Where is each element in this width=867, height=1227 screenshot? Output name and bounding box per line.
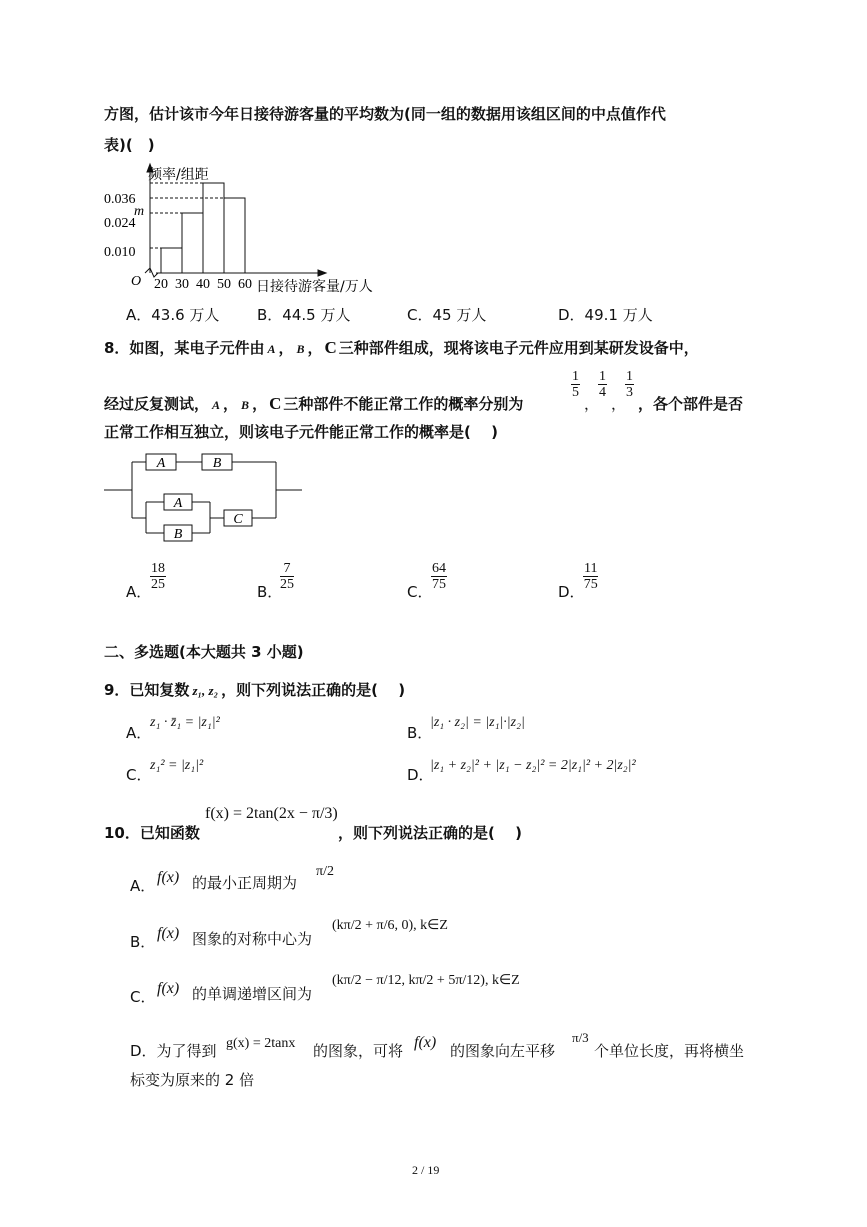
q10-option-b-text: 图象的对称中心为 [192,930,313,948]
q10-option-c-fx: f(x) [157,980,180,997]
q8-line1-end: 三种部件组成，现将该电子元件应用到某研发设备中， [338,339,699,357]
q8-option-b-letter[interactable]: B． [257,583,283,601]
q9-vars: z₁, z₂ [192,683,219,698]
q10-option-a-fx: f(x) [157,869,180,886]
x-axis-arrow [318,270,326,276]
histogram-bar-30-40 [182,213,203,273]
q10-option-a-text: 的最小正周期为 [192,874,298,892]
q10-option-d-line2: 标变为原来的 2 倍 [130,1071,255,1089]
q10-option-d-d: 个单位长度，再将横坐 [594,1042,745,1060]
q8-prob-c: $\frac{1}{3}$ [626,369,633,400]
circuit-label-mid-a: A [173,496,183,511]
ytick-0024: 0.024 [104,216,136,231]
histogram-bar-50-60 [224,198,245,273]
q9-option-a-expr[interactable]: z₁ · z̄₁ = |z₁|² [150,715,220,730]
page-number: 2 / 19 [412,1163,440,1177]
q10-stem-end: ，则下列说法正确的是( ) [338,824,522,842]
q8-line1: 8．如图，某电子元件由 A ， B ， C 三种部件组成，现将该电子元件应用到某研发设备中， [104,338,699,357]
origin-label: O [131,274,142,289]
q10-option-b-label[interactable]: B． [130,933,156,951]
q10-option-d-b: 的图象，可将 [313,1042,404,1060]
frequency-histogram [100,160,400,300]
q8-line2-mid: 三种部件不能正常工作的概率分别为 [283,395,524,413]
q8-line1-start: 8．如图，某电子元件由 [104,339,265,357]
q8-option-c-frac[interactable]: $\frac{64}{75}$ [432,561,446,592]
section-heading: 二、多选题(本大题共 3 小题) [104,643,304,661]
q10-stem-start: 10．已知函数 [104,824,200,842]
q8-comma-2: ， [611,395,627,413]
q8-var-c: C [324,338,337,357]
q9-option-b-expr[interactable]: |z₁ · z₂| = |z₁|·|z₂| [430,715,525,730]
q8-line2-start: 经过反复测试， [104,395,210,413]
circuit-label-top-b: B [212,456,222,471]
q10-option-c-label[interactable]: C． [130,988,156,1006]
xtick-60: 60 [238,277,252,292]
xtick-50: 50 [217,277,231,292]
q10-option-d-g: g(x) = 2tanx [226,1036,296,1051]
q8-line2: 经过反复测试， A ， B ， C 三种部件不能正常工作的概率分别为 [104,394,524,413]
q8-prob-a: $\frac{1}{5}$ [572,369,579,400]
ytick-0036: 0.036 [104,192,136,207]
q9-option-a-label[interactable]: A． [126,724,152,742]
q9-option-d-expr[interactable]: |z₁ + z₂|² + |z₁ − z₂|² = 2|z₁|² + 2|z₂|² [430,758,636,773]
q10-option-c-text: 的单调递增区间为 [192,985,313,1003]
q10-option-a-value: π/2 [316,864,334,879]
q9-option-c-label[interactable]: C． [126,766,152,784]
ytick-m: m [134,204,145,219]
q8-prob-b: $\frac{1}{4}$ [599,369,606,400]
q9-option-c-expr[interactable]: z₁² = |z₁|² [150,758,204,773]
y-axis-label: 频率/组距 [148,167,209,183]
circuit-label-mid-b: B [173,527,183,542]
q9-stem-end: ，则下列说法正确的是( ) [221,681,406,699]
q8-var-c2: C [269,394,282,413]
q7-option-b[interactable]: B．44.5 万人 [257,306,351,324]
xtick-30: 30 [175,277,189,292]
q8-var-a: A [267,342,276,356]
q7-option-a[interactable]: A．43.6 万人 [126,306,220,324]
q10-option-c-value: (kπ/2 − π/12, kπ/2 + 5π/12), k∈Z [332,973,520,988]
q8-line3: 正常工作相互独立，则该电子元件能正常工作的概率是( ) [104,423,498,441]
q10-option-b-value: (kπ/2 + π/6, 0), k∈Z [332,918,448,933]
histogram-bar-20-30 [161,248,182,273]
circuit-diagram [100,448,310,548]
x-axis-label: 日接待游客量/万人 [256,279,373,295]
q10-option-b-fx: f(x) [157,925,180,942]
q8-var-b2: B [241,398,250,412]
q8-option-b-frac[interactable]: $\frac{7}{25}$ [280,561,294,592]
q8-line2-end: ，各个部件是否 [638,395,744,413]
q9-option-b-label[interactable]: B． [407,724,433,742]
q8-var-a2: A [212,398,221,412]
q10-option-a-label[interactable]: A． [130,877,156,895]
ytick-0010: 0.010 [104,245,136,260]
q8-option-d-frac[interactable]: $\frac{11}{75}$ [583,561,598,592]
circuit-label-top-a: A [156,456,166,471]
xtick-40: 40 [196,277,210,292]
q7-stem-line1: 方图，估计该市今年日接待游客量的平均数为(同一组的数据用该组区间的中点值作代 [104,105,666,123]
q10-option-d-fx: f(x) [414,1034,437,1051]
q8-option-c-letter[interactable]: C． [407,583,433,601]
q7-option-c[interactable]: C．45 万人 [407,306,487,324]
q10-option-d-shift: π/3 [572,1030,589,1045]
xtick-20: 20 [154,277,168,292]
q8-var-b: B [296,342,305,356]
q8-comma-1: ， [584,395,600,413]
circuit-label-c: C [233,512,243,527]
q8-option-a-frac[interactable]: $\frac{18}{25}$ [151,561,165,592]
q9-stem-start: 9．已知复数 [104,681,190,699]
q8-option-a-letter[interactable]: A． [126,583,152,601]
q10-option-d-c: 的图象向左平移 [450,1042,556,1060]
q7-stem-line2: 表)( ) [104,136,155,154]
q10-function: f(x) = 2tan(2x − π/3) [205,805,338,822]
q10-option-d-start[interactable]: D．为了得到 [130,1042,217,1060]
q7-option-d[interactable]: D．49.1 万人 [558,306,653,324]
histogram-bar-40-50 [203,183,224,273]
q9-option-d-label[interactable]: D． [407,766,434,784]
q8-option-d-letter[interactable]: D． [558,583,585,601]
q9-stem [104,680,405,701]
